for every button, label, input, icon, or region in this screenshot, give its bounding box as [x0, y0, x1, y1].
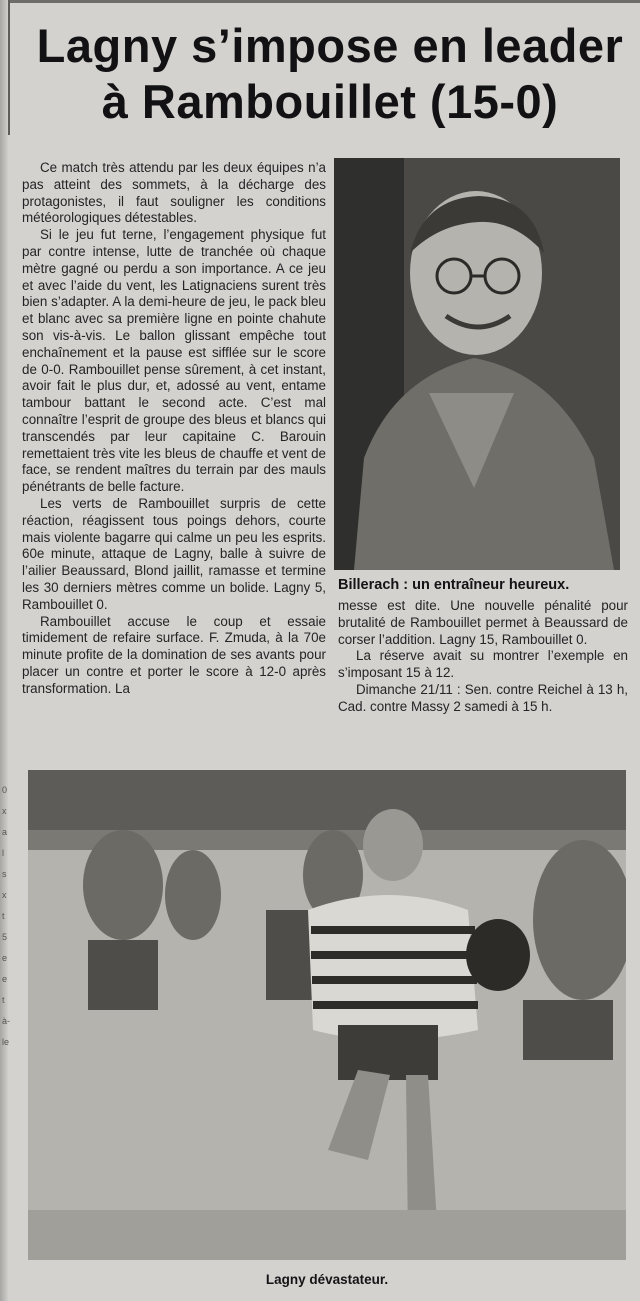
headline-line-2: à Rambouillet (15-0) [101, 75, 559, 128]
top-rule [8, 0, 640, 3]
article-paragraph: Dimanche 21/11 : Sen. contre Reichel à 13 h, Cad. contre Massy 2 samedi à 15 h. [338, 681, 628, 714]
coach-photo-illustration [334, 158, 620, 570]
margin-fragment: e [2, 974, 8, 984]
rugby-photo-illustration [28, 770, 626, 1260]
article-paragraph: Rambouillet accuse le coup et essaie timidement de refaire surface. F. Zmuda, à la 70e minute profite de la domination de ses avants pour placer un contre et porter le score à 12-0 après transformation. La [22, 613, 326, 696]
coach-photo [334, 158, 620, 570]
margin-fragment: 0 [2, 785, 8, 795]
article-paragraph: La réserve avait su montrer l’exemple en s’imposant 15 à 12. [338, 648, 628, 681]
margin-fragment: t [2, 995, 5, 1005]
margin-fragment: le [2, 1037, 10, 1047]
left-rule [8, 0, 10, 135]
margin-fragment: x [2, 890, 7, 900]
article-column-left [22, 160, 326, 698]
rugby-photo-caption: Lagny dévastateur. [265, 1272, 389, 1287]
coach-photo-caption: Billerach : un entraîneur heureux. [338, 577, 570, 593]
margin-fragment: t [2, 911, 5, 921]
margin-fragment: 5 [2, 932, 8, 942]
article-column-right [338, 598, 628, 716]
article-paragraph: messe est dite. Une nouvelle pénalité pour brutalité de Rambouillet permet à Beaussard de corser l’addition. Lagny 15, Rambouillet 0. [338, 598, 628, 647]
margin-fragment: x [2, 806, 7, 816]
neighbor-column-fragments [0, 780, 14, 1300]
article-paragraph: Ce match très attendu par les deux équipes n’a pas atteint des sommets, à la décharge des protagonistes, il faut souligner les conditions météorologiques détestables. [22, 160, 326, 226]
article-paragraph: Les verts de Rambouillet surpris de cette réaction, réagissent tous poings dehors, courte mais violente bagarre qui calme un peu les esprits. 60e minute, attaque de Lagny, balle à suivre de l’ailier Beaussard, Blond jaillit, ramasse et termine les 30 derniers mètres comme un bolide. Lagny 5, Rambouillet 0. [22, 495, 326, 612]
margin-fragment: a [2, 827, 8, 837]
article-headline [30, 18, 630, 130]
margin-fragment: s [2, 869, 7, 879]
headline-line-1: Lagny s’impose en leader [36, 19, 624, 72]
margin-fragment: à- [2, 1016, 11, 1026]
margin-fragment: l [2, 848, 4, 858]
article-paragraph: Si le jeu fut terne, l’engagement physique fut par contre intense, lutte de tranchée où chaque mètre gagné ou perdu a son importance. A ce jeu et avec l’aide du vent, les Latignaciens surent très bien s’adapter. A la demi-heure de jeu, le pack bleu et blanc avec sa première ligne en pointe chahute son vis-à-vis. Le ballon glissant empêche tout enchaînement et la pause est sifflée sur le score de 0-0. Rambouillet pense sûrement, à cet instant, avoir fait le plus dur, et, adossé au vent, entame tambour battant le second acte. C’est mal connaître l’esprit de groupe des bleus et blancs qui transcendés par leur capitaine C. Barouin remettaient très vite les bleus de chauffe et vent de face, se rendent maîtres du terrain par des mauls pénétrants de belle facture. [22, 227, 326, 495]
margin-fragment: e [2, 953, 8, 963]
rugby-action-photo [28, 770, 626, 1260]
